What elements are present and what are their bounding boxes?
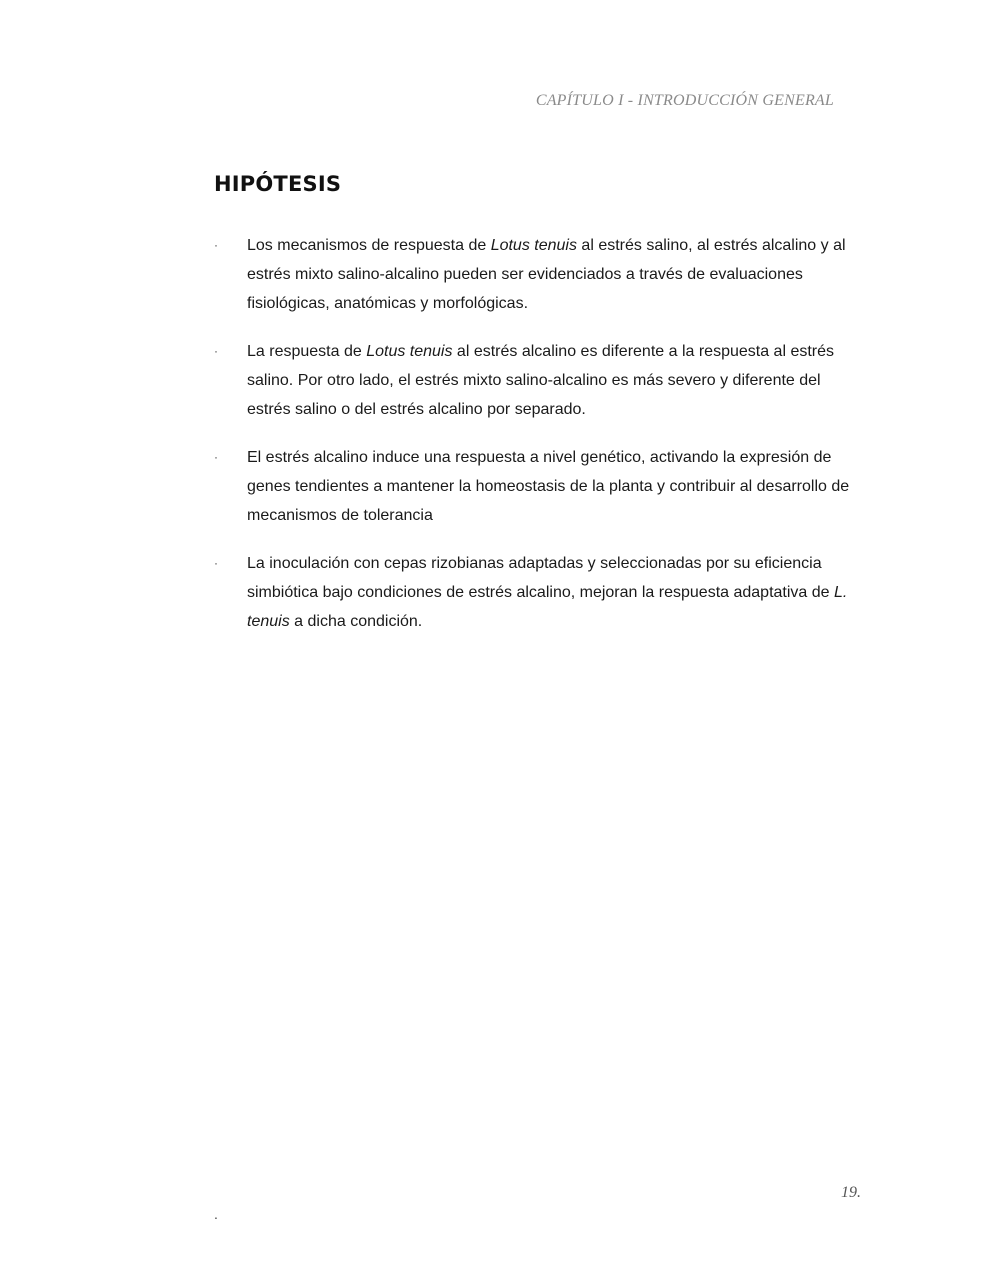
bullet-icon: · <box>214 344 218 358</box>
species-name: Lotus tenuis <box>366 343 453 360</box>
bullet-icon: · <box>214 450 218 464</box>
hypothesis-text: a dicha condición. <box>289 613 423 630</box>
hypothesis-item <box>214 549 866 636</box>
hypothesis-list <box>214 231 866 655</box>
hypothesis-item <box>214 443 866 530</box>
bullet-icon: · <box>214 238 218 252</box>
footer-mark: . <box>214 1206 218 1222</box>
section-title: HIPÓTESIS <box>214 172 342 196</box>
hypothesis-text: La respuesta de <box>247 343 367 360</box>
hypothesis-item <box>214 231 866 318</box>
species-name: L. tenuis <box>247 584 848 630</box>
hypothesis-text: La inoculación con cepas rizobianas adaptadas y seleccionadas por su eficiencia simbiótica bajo condiciones de estrés alcalino, mejoran la respuesta adaptativa de <box>247 555 835 601</box>
hypothesis-text: al estrés alcalino es diferente a la respuesta al estrés salino. Por otro lado, el estrés mixto salino-alcalino es más severo y diferente del estrés salino o del estrés alcalino por separado. <box>247 343 835 418</box>
running-header: CAPÍTULO I - INTRODUCCIÓN GENERAL <box>535 92 834 109</box>
hypothesis-text: El estrés alcalino induce una respuesta a nivel genético, activando la expresión de genes tendientes a mantener la homeostasis de la planta y contribuir al desarrollo de mecanismos de tolerancia <box>247 449 850 524</box>
hypothesis-item <box>214 337 866 424</box>
bullet-icon: · <box>214 556 218 570</box>
species-name: Lotus tenuis <box>490 237 577 254</box>
hypothesis-text: Los mecanismos de respuesta de <box>247 237 491 254</box>
hypothesis-text: al estrés salino, al estrés alcalino y al estrés mixto salino-alcalino pueden ser evidenciados a través de evaluaciones fisiológicas, anatómicas y morfológicas. <box>247 237 846 312</box>
page-number: 19. <box>841 1184 861 1201</box>
